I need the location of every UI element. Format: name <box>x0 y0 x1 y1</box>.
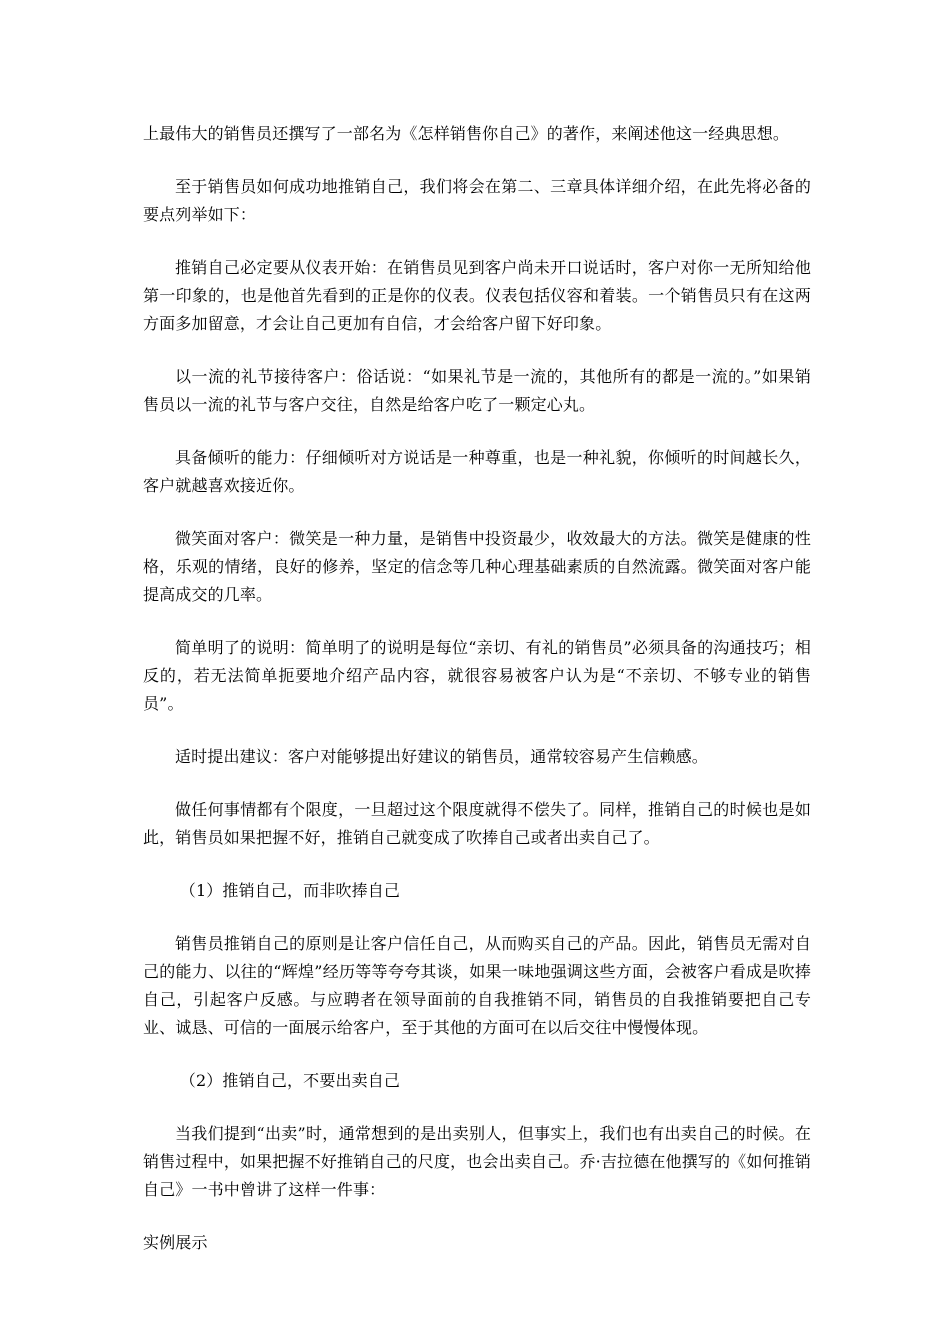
paragraph-appearance: 推销自己必定要从仪表开始：在销售员见到客户尚未开口说话时，客户对你一无所知给他第一印象的，也是他首先看到的正是你的仪表。仪表包括仪容和着装。一个销售员只有在这两方面多加留意，才会让自己更加有自信，才会给客户留下好印象。 <box>143 258 811 333</box>
paragraph-listening: 具备倾听的能力：仔细倾听对方说话是一种尊重，也是一种礼貌，你倾听的时间越长久，客户就越喜欢接近你。 <box>143 448 811 495</box>
subheading-1: （1）推销自己，而非吹捧自己 <box>179 881 401 900</box>
document-page <box>143 120 811 1282</box>
paragraph-explanation: 简单明了的说明：简单明了的说明是每位“亲切、有礼的销售员”必须具备的沟通技巧；相反的，若无法简单扼要地介绍产品内容，就很容易被客户认为是“不亲切、不够专业的销售员”。 <box>143 638 811 713</box>
paragraph-intro: 至于销售员如何成功地推销自己，我们将会在第二、三章具体详细介绍，在此先将必备的要点列举如下： <box>143 177 811 224</box>
paragraph-betray: 当我们提到“出卖”时，通常想到的是出卖别人，但事实上，我们也有出卖自己的时候。在销售过程中，如果把握不好推销自己的尺度，也会出卖自己。乔·吉拉德在他撰写的《如何推销自己》一书中曾讲了这样一件事： <box>143 1124 811 1199</box>
subheading-2: （2）推销自己，不要出卖自己 <box>179 1071 401 1090</box>
paragraph-advice: 适时提出建议：客户对能够提出好建议的销售员，通常较容易产生信赖感。 <box>175 747 708 766</box>
paragraph-etiquette: 以一流的礼节接待客户：俗话说：“如果礼节是一流的，其他所有的都是一流的。”如果销售员以一流的礼节与客户交往，自然是给客户吃了一颗定心丸。 <box>143 367 811 414</box>
example-heading: 实例展示 <box>143 1233 208 1252</box>
paragraph-smile: 微笑面对客户：微笑是一种力量，是销售中投资最少，收效最大的方法。微笑是健康的性格，乐观的情绪，良好的修养，坚定的信念等几种心理基础素质的自然流露。微笑面对客户能提高成交的几率。 <box>143 529 811 604</box>
paragraph-continuation: 上最伟大的销售员还撰写了一部名为《怎样销售你自己》的著作，来阐述他这一经典思想。 <box>143 124 790 143</box>
paragraph-principle: 销售员推销自己的原则是让客户信任自己，从而购买自己的产品。因此，销售员无需对自己的能力、以往的“辉煌”经历等等夸夸其谈，如果一味地强调这些方面，会被客户看成是吹捧自己，引起客户反感。与应聘者在领导面前的自我推销不同，销售员的自我推销要把自己专业、诚恳、可信的一面展示给客户，至于其他的方面可在以后交往中慢慢体现。 <box>143 934 811 1037</box>
paragraph-limits: 做任何事情都有个限度，一旦超过这个限度就得不偿失了。同样，推销自己的时候也是如此，销售员如果把握不好，推销自己就变成了吹捧自己或者出卖自己了。 <box>143 800 811 847</box>
